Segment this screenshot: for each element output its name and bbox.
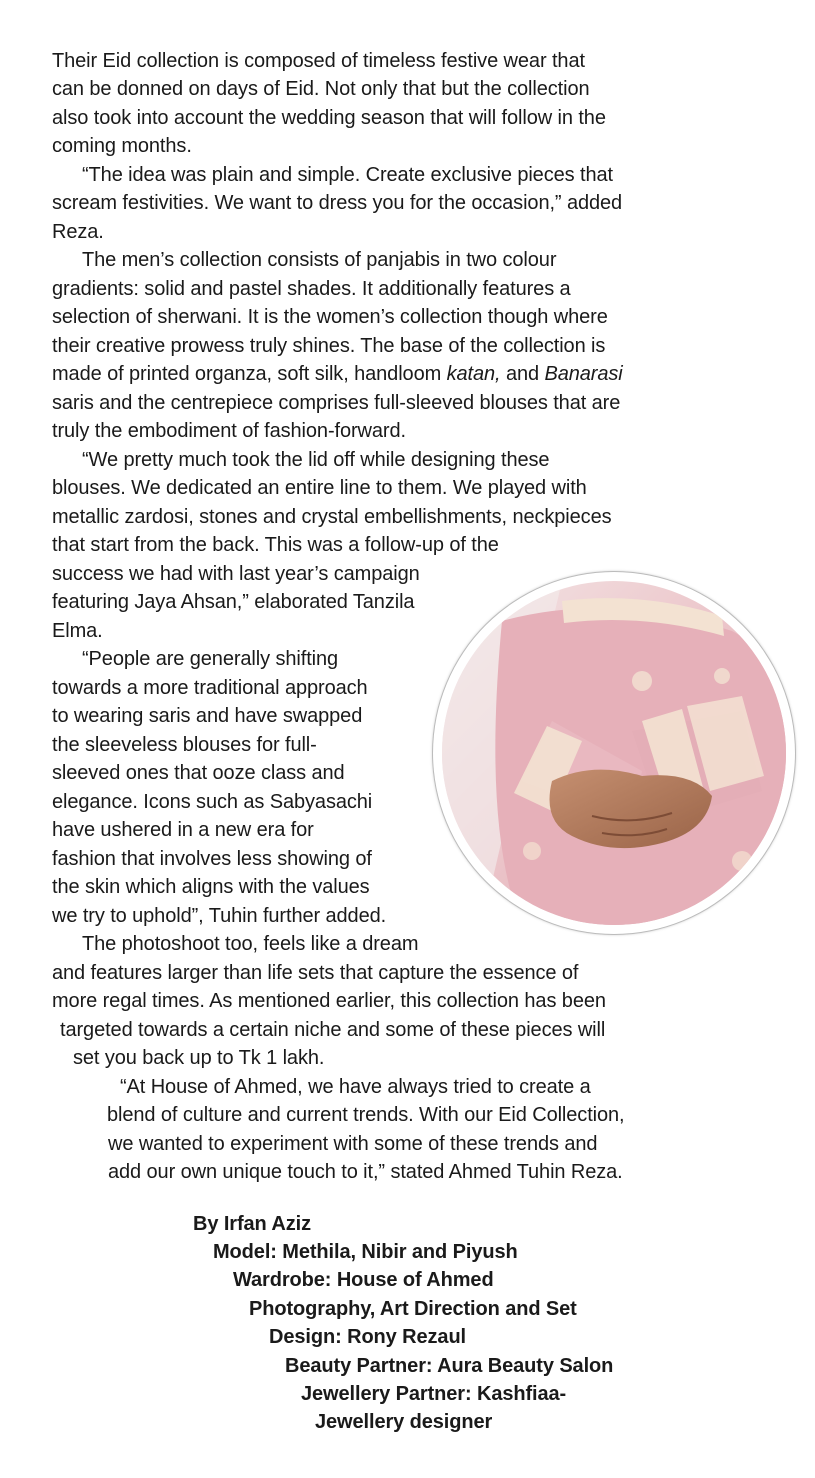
- article-line: “At House of Ahmed, we have always tried to create a: [120, 1076, 591, 1098]
- article-line: and features larger than life sets that capture the essence of: [52, 962, 579, 984]
- article-line: gradients: solid and pastel shades. It additionally features a: [52, 278, 571, 300]
- article-line: fashion that involves less showing of: [52, 848, 372, 870]
- article-line: to wearing saris and have swapped: [52, 705, 363, 727]
- credit-line: Design: Rony Rezaul: [269, 1326, 467, 1348]
- article-line: targeted towards a certain niche and some of these pieces will: [60, 1019, 606, 1041]
- article-line: truly the embodiment of fashion-forward.: [52, 420, 406, 442]
- credit-line: Wardrobe: House of Ahmed: [233, 1269, 494, 1291]
- article-line: The men’s collection consists of panjabis in two colour: [82, 249, 557, 271]
- article-line: the sleeveless blouses for full-: [52, 734, 317, 756]
- article-line: selection of sherwani. It is the women’s collection though where: [52, 306, 608, 328]
- article-line: we try to uphold”, Tuhin further added.: [52, 905, 387, 927]
- credit-line: Photography, Art Direction and Set: [249, 1298, 577, 1320]
- credit-line: Jewellery designer: [315, 1411, 493, 1433]
- article-line: [52, 360, 623, 388]
- article-line: their creative prowess truly shines. The base of the collection is: [52, 335, 606, 357]
- circular-photo: [433, 572, 795, 934]
- article-line: coming months.: [52, 135, 192, 157]
- article-line: the skin which aligns with the values: [52, 876, 370, 898]
- article-italic: katan,: [446, 363, 501, 385]
- article-line: saris and the centrepiece comprises full-sleeved blouses that are: [52, 392, 621, 414]
- article-line: that start from the back. This was a follow-up of the: [52, 534, 499, 556]
- article-line: towards a more traditional approach: [52, 677, 368, 699]
- article-line: The photoshoot too, feels like a dream: [82, 933, 419, 955]
- article-text: made of printed organza, soft silk, handloom: [52, 363, 447, 385]
- article-line: set you back up to Tk 1 lakh.: [73, 1047, 325, 1069]
- article-line: Reza.: [52, 221, 104, 243]
- article-line: Their Eid collection is composed of timeless festive wear that: [52, 50, 585, 72]
- article-line: add our own unique touch to it,” stated Ahmed Tuhin Reza.: [108, 1161, 623, 1183]
- article-line: metallic zardosi, stones and crystal embellishments, neckpieces: [52, 506, 612, 528]
- article-line: scream festivities. We want to dress you for the occasion,” added: [52, 192, 623, 214]
- article-line: success we had with last year’s campaign: [52, 563, 420, 585]
- article-line: also took into account the wedding season that will follow in the: [52, 107, 606, 129]
- article-line: we wanted to experiment with some of these trends and: [108, 1133, 598, 1155]
- article-line: more regal times. As mentioned earlier, this collection has been: [52, 990, 606, 1012]
- article-line: sleeved ones that ooze class and: [52, 762, 345, 784]
- byline: By Irfan Aziz: [193, 1213, 311, 1235]
- article-line: “The idea was plain and simple. Create exclusive pieces that: [82, 164, 613, 186]
- article-line: have ushered in a new era for: [52, 819, 314, 841]
- credit-line: Model: Methila, Nibir and Piyush: [213, 1241, 518, 1263]
- article-line: featuring Jaya Ahsan,” elaborated Tanzila: [52, 591, 415, 613]
- article-line: can be donned on days of Eid. Not only that but the collection: [52, 78, 590, 100]
- article-line: blend of culture and current trends. With our Eid Collection,: [107, 1104, 625, 1126]
- credit-line: Beauty Partner: Aura Beauty Salon: [285, 1355, 614, 1377]
- article-line: blouses. We dedicated an entire line to them. We played with: [52, 477, 587, 499]
- credit-line: Jewellery Partner: Kashfiaa-: [301, 1383, 567, 1405]
- article-line: Elma.: [52, 620, 103, 642]
- article-text: and: [500, 363, 545, 385]
- article-line: “We pretty much took the lid off while designing these: [82, 449, 550, 471]
- article-line: “People are generally shifting: [82, 648, 339, 670]
- article-italic: Banarasi: [544, 363, 623, 385]
- clasped-hands-image: [442, 581, 786, 925]
- article-line: elegance. Icons such as Sabyasachi: [52, 791, 373, 813]
